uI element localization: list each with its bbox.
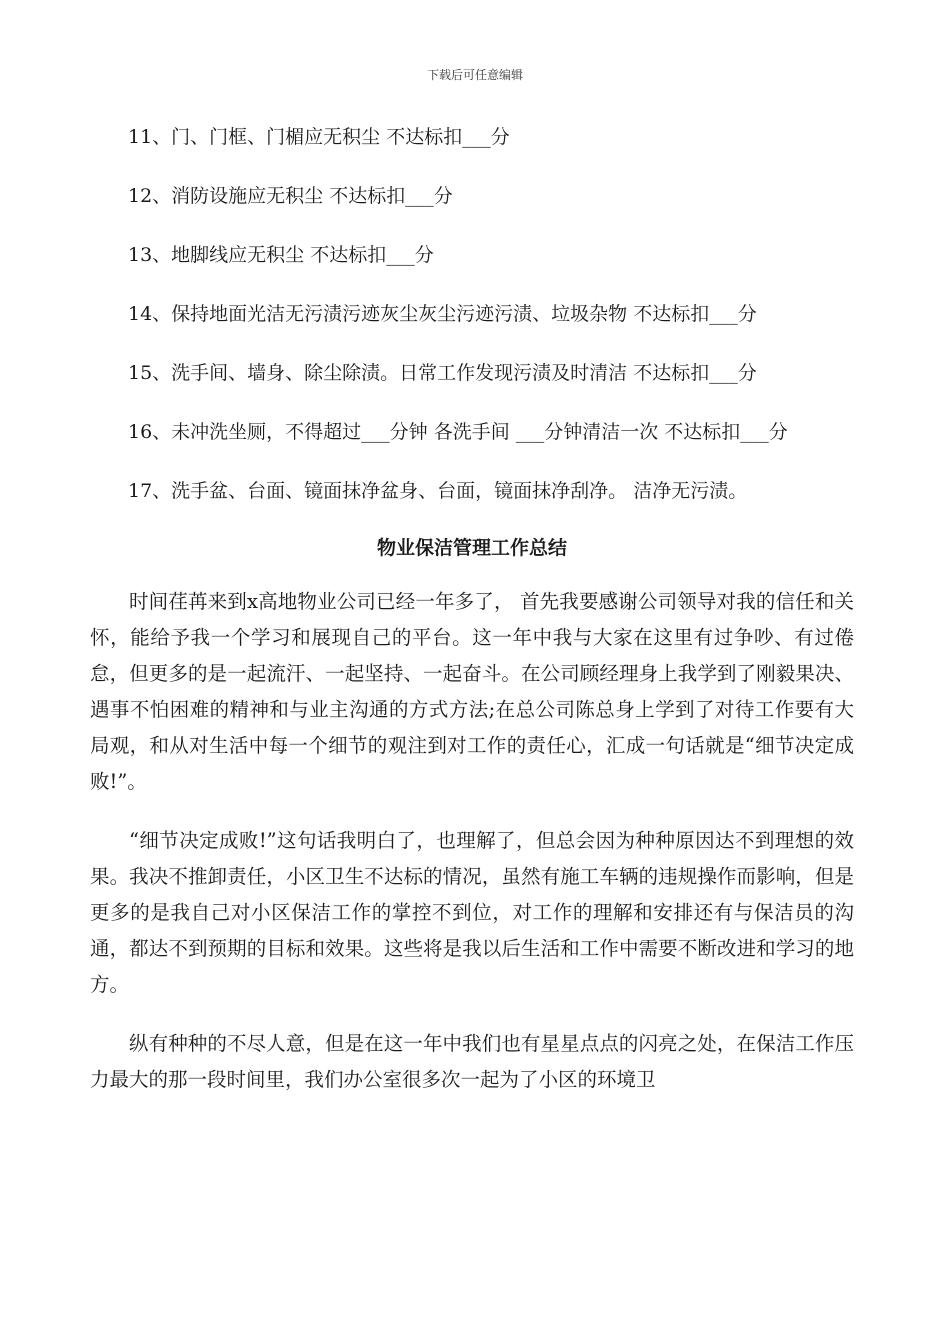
body-paragraph-1: 时间荏苒来到x高地物业公司已经一年多了， 首先我要感谢公司领导对我的信任和关怀，能给予我一个学习和展现自己的平台。这一年中我与大家在这里有过争吵、有过倦怠，但更多的是一起流汗、一起坚持、一起奋斗。在公司顾经理身上我学到了刚毅果决、遇事不怕困难的精神和与业主沟通的方式方法;在总公司陈总身上学到了对待工作要有大局观，和从对生活中每一个细节的观注到对工作的责任心，汇成一句话就是“细节决定成败!”。	[90, 590, 854, 793]
page-header: 下载后可任意编辑	[426, 68, 523, 82]
body-paragraph-3: 纵有种种的不尽人意，但是在这一年中我们也有星星点点的闪亮之处，在保洁工作压力最大的那一段时间里，我们办公室很多次一起为了小区的环境卫	[90, 1032, 854, 1091]
body-paragraph-2: “细节决定成败!”这句话我明白了，也理解了，但总会因为种种原因达不到理想的效果。我决不推卸责任，小区卫生不达标的情况，虽然有施工车辆的违规操作而影响，但是更多的是我自己对小区保洁工作的掌控不到位，对工作的理解和安排还有与保洁员的沟通，都达不到预期的目标和效果。这些将是我以后生活和工作中需要不断改进和学习的地方。	[90, 829, 854, 996]
checklist-item-17: 17、洗手盆、台面、镜面抹净盆身、台面，镜面抹净刮净。 洁净无污渍。	[128, 480, 748, 502]
checklist-item-15: 15、洗手间、墙身、除尘除渍。日常工作发现污渍及时清洁 不达标扣___分	[128, 362, 757, 384]
checklist-item-16: 16、未冲洗坐厕，不得超过___分钟 各洗手间 ___分钟清洁一次 不达标扣___分	[128, 421, 788, 443]
checklist-item-12: 12、消防设施应无积尘 不达标扣___分	[128, 185, 453, 207]
section-title: 物业保洁管理工作总结	[376, 537, 567, 559]
checklist-item-14: 14、保持地面光洁无污渍污迹灰尘灰尘污迹污渍、垃圾杂物 不达标扣___分	[128, 303, 757, 325]
checklist-item-11: 11、门、门框、门楣应无积尘 不达标扣___分	[128, 126, 510, 148]
checklist-item-13: 13、地脚线应无积尘 不达标扣___分	[128, 244, 434, 266]
document-body	[90, 120, 854, 1121]
